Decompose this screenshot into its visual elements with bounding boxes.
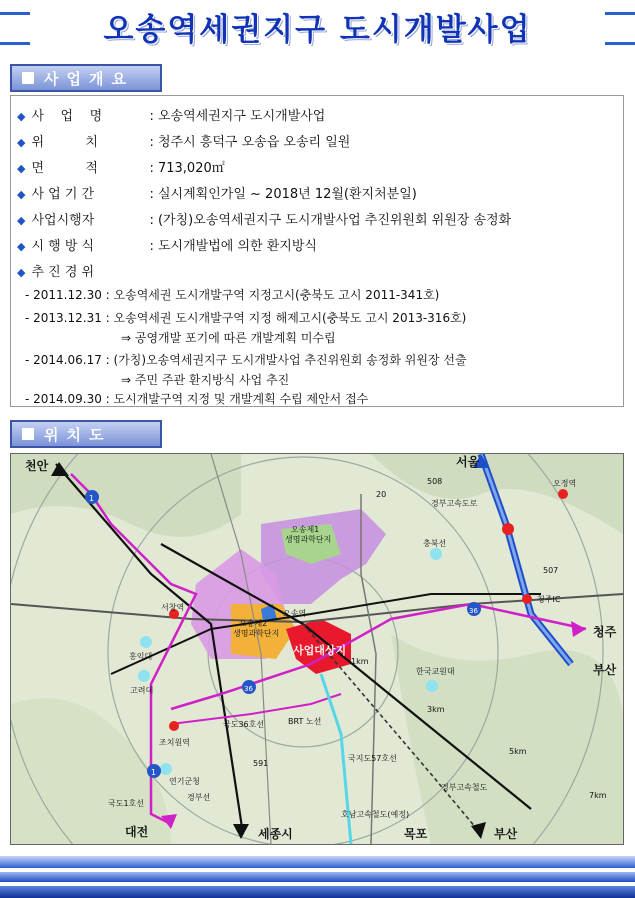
terrain-patch bbox=[391, 634, 623, 844]
footer-stripe-1 bbox=[0, 856, 635, 868]
section-title-location: 위치도 bbox=[44, 425, 112, 444]
label-korea-univ: 고려대 bbox=[130, 686, 154, 695]
label-project-area: 사업대상지 bbox=[293, 644, 347, 657]
dest-mokpo: 목포 bbox=[404, 827, 428, 841]
label-hanguk: 한국교원대 bbox=[416, 667, 455, 676]
section-title-overview: 사업개요 bbox=[44, 69, 134, 88]
history-note: ⇒ 공영개발 포기에 따른 개발계획 미수립 bbox=[121, 331, 336, 345]
map-svg bbox=[11, 454, 623, 844]
history-note: ⇒ 주민 주관 환지방식 사업 추진 bbox=[121, 373, 290, 387]
cheongju-ic-marker bbox=[522, 594, 532, 604]
square-icon bbox=[22, 428, 34, 440]
diamond-icon: ◆ bbox=[17, 266, 26, 279]
dest-busan-east: 부산 bbox=[593, 663, 617, 677]
ojeong-station-marker bbox=[558, 489, 568, 499]
label-osong2b: 생명과학단지 bbox=[233, 629, 280, 638]
dest-cheonan: 천안 bbox=[25, 459, 49, 473]
label-r1: 1 bbox=[89, 494, 95, 503]
label-km3: 3km bbox=[427, 705, 445, 714]
label-r507: 507 bbox=[543, 566, 559, 575]
overview-row bbox=[17, 209, 511, 228]
footer-stripe-2 bbox=[0, 872, 635, 882]
korea-univ-marker bbox=[138, 670, 150, 682]
label-gyeongbu-expressway: 경부고속도로 bbox=[431, 499, 478, 508]
label-route36: 국도36호선 bbox=[223, 720, 265, 729]
row-label: 사업시행자 bbox=[31, 213, 95, 228]
row-label: 면 적 bbox=[31, 161, 98, 176]
diamond-icon: ◆ bbox=[17, 136, 26, 149]
label-route1: 국도1호선 bbox=[108, 799, 145, 808]
history-item: - 2014.06.17 : (가칭)오송역세권지구 도시개발사업 추진위원회 송정화 위원장 선출 bbox=[25, 353, 467, 367]
hanguk-univ-marker bbox=[426, 680, 438, 692]
row-value: : 713,020㎡ bbox=[149, 161, 225, 176]
label-r36a: 36 bbox=[244, 685, 253, 693]
label-km1: 1km bbox=[351, 657, 369, 666]
label-osong2: 오송제2 bbox=[239, 619, 268, 628]
title-area bbox=[0, 0, 635, 50]
dest-cheongju: 청주 bbox=[593, 625, 617, 639]
label-r508: 508 bbox=[427, 477, 443, 486]
overview-row bbox=[17, 235, 317, 254]
row-value: : 청주시 흥덕구 오송읍 오송리 일원 bbox=[149, 135, 351, 150]
dest-seoul: 서울 bbox=[456, 455, 480, 469]
expressway-junction-marker bbox=[502, 523, 514, 535]
label-osong-station: 오송역 bbox=[283, 609, 307, 618]
title-box bbox=[30, 6, 605, 46]
label-km7: 7km bbox=[589, 791, 607, 800]
history-item: - 2011.12.30 : 오송역세권 도시개발구역 지정고시(충북도 고시 2011-341호) bbox=[25, 288, 440, 302]
yeongi-marker bbox=[160, 763, 172, 775]
chungbuk-marker bbox=[430, 548, 442, 560]
hongik-univ-marker bbox=[140, 636, 152, 648]
history-item: - 2013.12.31 : 오송역세권 도시개발구역 지정 해제고시(충북도 고시 2013-316호) bbox=[25, 311, 467, 325]
row-value: : 실시계획인가일 ~ 2018년 12월(환지처분일) bbox=[149, 187, 417, 202]
row-value: : 오송역세권지구 도시개발사업 bbox=[149, 109, 326, 124]
label-brt: BRT 노선 bbox=[288, 717, 322, 726]
diamond-icon: ◆ bbox=[17, 214, 26, 227]
section-header-location bbox=[10, 420, 162, 448]
row-label: 추 진 경 위 bbox=[31, 265, 95, 280]
footer-stripe-3 bbox=[0, 886, 635, 898]
diamond-icon: ◆ bbox=[17, 162, 26, 175]
page-title: 오송역세권지구 도시개발사업 bbox=[103, 11, 532, 48]
row-label: 사 업 명 bbox=[31, 109, 103, 124]
row-label: 시 행 방 식 bbox=[31, 239, 95, 254]
section-header-overview bbox=[10, 64, 162, 92]
jochiwon-station-marker bbox=[169, 721, 179, 731]
overview-row bbox=[17, 157, 225, 176]
diamond-icon: ◆ bbox=[17, 240, 26, 253]
dest-sejong: 세종시 bbox=[258, 827, 293, 841]
overview-row bbox=[17, 261, 149, 280]
overview-row bbox=[17, 105, 325, 124]
location-map bbox=[10, 453, 624, 845]
label-cheongju-ic: 청주IC bbox=[537, 595, 561, 604]
overview-box bbox=[10, 95, 624, 407]
label-km5: 5km bbox=[509, 747, 527, 756]
label-gyeongbu-line: 경부선 bbox=[187, 793, 211, 802]
label-ojeong: 오정역 bbox=[553, 479, 577, 488]
label-r591: 591 bbox=[253, 759, 269, 768]
dest-busan-south: 부산 bbox=[494, 827, 518, 841]
label-yeongi: 연기군청 bbox=[169, 777, 200, 786]
diamond-icon: ◆ bbox=[17, 110, 26, 123]
label-jochiwon: 조치원역 bbox=[159, 738, 190, 747]
history-item: - 2014.09.30 : 도시개발구역 지정 및 개발계획 수립 제안서 접수 bbox=[25, 392, 369, 406]
row-value: : 도시개발법에 의한 환지방식 bbox=[149, 239, 317, 254]
label-r20: 20 bbox=[376, 490, 387, 499]
label-osong1b: 생명과학단지 bbox=[285, 535, 332, 544]
diamond-icon: ◆ bbox=[17, 188, 26, 201]
label-route57: 국지도57호선 bbox=[348, 754, 397, 763]
square-icon bbox=[22, 72, 34, 84]
label-chungbuk: 충북선 bbox=[423, 539, 447, 548]
row-label: 사 업 기 간 bbox=[31, 187, 95, 202]
row-label: 위 치 bbox=[31, 135, 98, 150]
label-honam-hsr: 호남고속철도(예정) bbox=[341, 810, 410, 819]
label-r1b: 1 bbox=[151, 768, 157, 777]
label-seochang: 서창역 bbox=[161, 603, 185, 612]
label-osong1: 오송제1 bbox=[291, 525, 320, 534]
label-r36b: 36 bbox=[469, 607, 478, 615]
label-hongik: 홍익대 bbox=[129, 652, 153, 661]
label-gyeongbu-hsr: 경부고속철도 bbox=[441, 783, 488, 792]
row-value: : (가칭)오송역세권지구 도시개발사업 추진위원회 위원장 송정화 bbox=[149, 213, 512, 228]
overview-row bbox=[17, 183, 417, 202]
overview-row bbox=[17, 131, 350, 150]
dest-daejeon: 대전 bbox=[125, 825, 149, 839]
